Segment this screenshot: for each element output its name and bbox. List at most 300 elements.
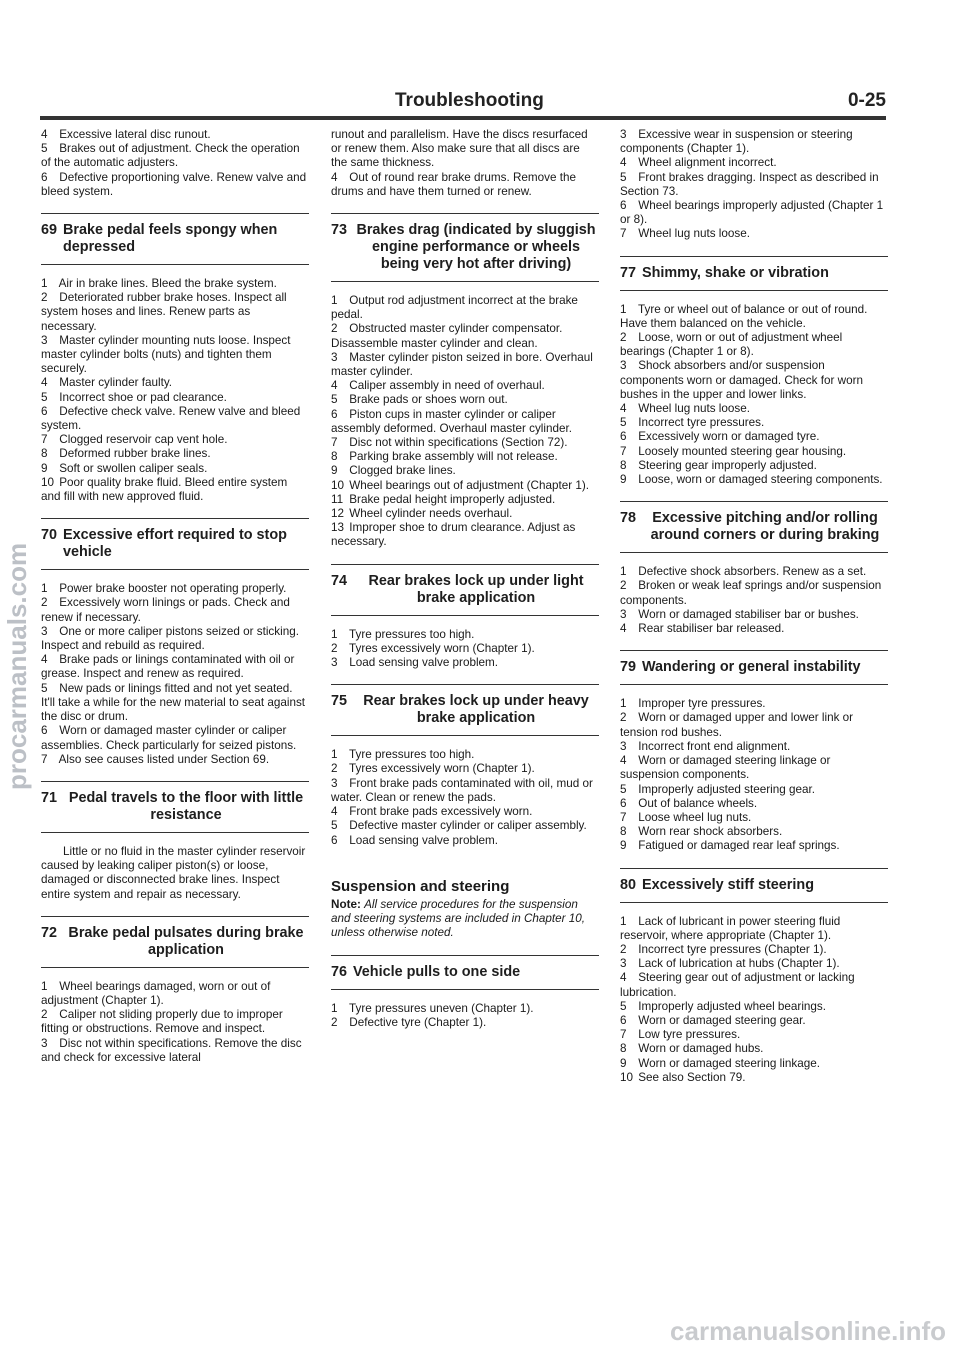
list-item <box>331 521 599 549</box>
item-text: Defective master cylinder or caliper assembly. <box>349 819 587 833</box>
item-number: 1 <box>620 565 627 579</box>
item-text: Disc not within specifications (Section 72). <box>349 436 568 450</box>
item-text: Load sensing valve problem. <box>349 656 499 670</box>
list-item <box>41 980 309 1008</box>
item-text: Brake pads or linings contaminated with oil or grease. Inspect and renew as required. <box>41 653 295 681</box>
intro-list <box>41 128 309 199</box>
item-number: 3 <box>620 607 627 621</box>
item-number: 4 <box>331 805 338 819</box>
page-header <box>40 88 886 118</box>
item-text: Defective proportioning valve. Renew valve and bleed system. <box>41 170 307 198</box>
item-text: Worn or damaged steering gear. <box>638 1013 806 1027</box>
item-number: 8 <box>331 450 338 464</box>
item-number: 2 <box>620 579 627 593</box>
item-text: Worn or damaged steering linkage or suspension components. <box>620 754 831 782</box>
item-text: Soft or swollen caliper seals. <box>59 461 208 475</box>
item-text: Tyre pressures uneven (Chapter 1). <box>349 1001 534 1015</box>
item-text: New pads or linings fitted and not yet seated. It'll take a while for the new material to seat against the disc or drum. <box>41 681 306 724</box>
item-number: 4 <box>620 971 627 985</box>
item-text: Loose, worn or damaged steering components. <box>638 473 883 487</box>
list-item <box>41 128 309 142</box>
section-title: Pedal travels to the floor with little resistance <box>68 789 304 823</box>
item-number: 4 <box>331 170 338 184</box>
section-72-heading <box>41 916 309 968</box>
list-item <box>620 128 888 156</box>
section-76-list <box>331 1002 599 1030</box>
section-title: Wandering or general instability <box>642 659 861 676</box>
item-text: Improperly adjusted steering gear. <box>638 782 815 796</box>
item-text: Wheel bearings improperly adjusted (Chapter 1 or 8). <box>620 199 884 227</box>
watermark-bottom: carmanualsonline.info <box>670 1316 946 1346</box>
item-text: Also see causes listed under Section 69. <box>58 752 270 766</box>
item-number: 10 <box>331 478 345 492</box>
item-number: 3 <box>620 957 627 971</box>
note-text: All service procedures for the suspension and steering systems are included in Chapter 10, unless otherwise noted. <box>331 897 586 940</box>
item-number: 1 <box>331 1001 338 1015</box>
list-item <box>41 625 309 653</box>
list-item <box>41 171 309 199</box>
item-number: 3 <box>41 624 48 638</box>
item-text: Front brakes dragging. Inspect as described in Section 73. <box>620 170 879 198</box>
list-item <box>620 811 888 825</box>
item-text: Incorrect front end alignment. <box>638 739 791 753</box>
item-number: 7 <box>331 436 338 450</box>
list-item <box>331 322 599 350</box>
item-text: Master cylinder faulty. <box>59 376 173 390</box>
item-number: 2 <box>41 1008 48 1022</box>
item-number: 2 <box>331 322 338 336</box>
item-text: Lack of lubricant in power steering fluid reservoir, where appropriate (Chapter 1). <box>620 914 841 942</box>
item-number: 1 <box>620 697 627 711</box>
page-number: 0-25 <box>847 90 886 111</box>
section-72-list <box>41 980 309 1065</box>
item-number: 11 <box>331 492 344 506</box>
item-text: Worn rear shock absorbers. <box>638 825 783 839</box>
list-item <box>620 943 888 957</box>
item-text: Low tyre pressures. <box>638 1028 741 1042</box>
header-rule <box>40 116 886 120</box>
list-item <box>331 479 599 493</box>
list-item <box>41 291 309 334</box>
section-80-list <box>620 915 888 1085</box>
item-text: Improper tyre pressures. <box>638 697 766 711</box>
list-item <box>41 433 309 447</box>
item-number: 3 <box>620 739 627 753</box>
section-80-heading <box>620 868 888 903</box>
section-74-list <box>331 628 599 671</box>
item-text: Lack of lubrication at hubs (Chapter 1). <box>638 957 840 971</box>
continued-item <box>331 171 599 199</box>
item-number: 5 <box>331 819 338 833</box>
item-text: Out of balance wheels. <box>638 796 758 810</box>
list-item <box>620 1071 888 1085</box>
list-item <box>620 608 888 622</box>
item-text: Excessive lateral disc runout. <box>59 128 211 141</box>
item-text: Wheel bearings damaged, worn or out of adjustment (Chapter 1). <box>41 979 271 1007</box>
item-number: 6 <box>41 170 48 184</box>
item-text: Excessive wear in suspension or steering components (Chapter 1). <box>620 128 853 156</box>
item-text: Loosely mounted steering gear housing. <box>638 444 847 458</box>
section-title: Excessive pitching and/or rolling around corners or during braking <box>650 510 880 544</box>
section-number: 73 <box>331 222 348 239</box>
list-item <box>41 142 309 170</box>
list-item <box>620 445 888 459</box>
list-item <box>620 579 888 607</box>
list-item <box>41 753 309 767</box>
section-title: Brakes drag (indicated by sluggish engine performance or wheels being very hot after driving) <box>356 222 596 273</box>
list-item <box>620 359 888 402</box>
intro-list <box>620 128 888 242</box>
item-text: Tyres excessively worn (Chapter 1). <box>349 641 535 655</box>
item-text: Incorrect shoe or pad clearance. <box>59 390 227 404</box>
item-text: Tyre or wheel out of balance or out of round. Have them balanced on the vehicle. <box>620 302 868 330</box>
item-number: 7 <box>41 752 48 766</box>
item-number: 3 <box>41 1036 48 1050</box>
list-item <box>331 656 599 670</box>
section-71-heading <box>41 781 309 833</box>
list-item <box>41 391 309 405</box>
item-text: Brake pedal height improperly adjusted. <box>349 492 556 506</box>
list-item <box>41 1008 309 1036</box>
list-item <box>41 462 309 476</box>
section-title: Excessive effort required to stop vehicle <box>63 527 287 561</box>
item-number: 1 <box>620 302 627 316</box>
item-text: Shock absorbers and/or suspension components worn or damaged. Check for worn bushes in the upper and lower links. <box>620 359 863 401</box>
item-number: 8 <box>41 447 48 461</box>
section-title: Shimmy, shake or vibration <box>642 264 829 281</box>
item-text: Tyres excessively worn (Chapter 1). <box>349 762 535 776</box>
list-item <box>331 1002 599 1016</box>
list-item <box>41 447 309 461</box>
list-item <box>331 762 599 776</box>
item-text: Wheel cylinder needs overhaul. <box>349 507 513 521</box>
list-item <box>620 711 888 739</box>
list-item <box>331 628 599 642</box>
item-text: One or more caliper pistons seized or sticking. Inspect and rebuild as required. <box>41 624 299 653</box>
list-item <box>41 682 309 725</box>
section-73-list <box>331 294 599 550</box>
list-item <box>620 839 888 853</box>
list-item <box>620 402 888 416</box>
list-item <box>331 805 599 819</box>
item-number: 5 <box>41 681 48 695</box>
list-item <box>620 171 888 199</box>
item-number: 3 <box>331 350 338 364</box>
section-number: 71 <box>41 789 58 806</box>
column-3 <box>620 128 888 1085</box>
list-item <box>620 156 888 170</box>
item-text: Out of round rear brake drums. Remove the drums and have them turned or renew. <box>331 170 576 198</box>
item-number: 10 <box>41 475 55 489</box>
item-number: 6 <box>620 1013 627 1027</box>
item-text: Wheel bearings out of adjustment (Chapter 1). <box>349 478 589 492</box>
item-number: 2 <box>620 711 627 725</box>
item-text: Worn or damaged master cylinder or caliper assemblies. Check particularly for seized pistons. <box>41 724 297 752</box>
item-text: Front brake pads excessively worn. <box>349 805 533 819</box>
continued-text: runout and parallelism. Have the discs resurfaced or renew them. Also make sure that all discs are the same thickness. <box>331 128 588 170</box>
item-number: 6 <box>331 407 338 421</box>
item-text: Output rod adjustment incorrect at the brake pedal. <box>331 294 578 322</box>
item-number: 9 <box>620 1056 627 1070</box>
item-text: Poor quality brake fluid. Bleed entire system and fill with new approved fluid. <box>41 475 288 504</box>
item-text: Disc not within specifications. Remove the disc and check for excessive lateral <box>41 1036 302 1064</box>
item-text: Piston cups in master cylinder or caliper assembly deformed. Overhaul master cylinder. <box>331 407 572 435</box>
item-text: Broken or weak leaf springs and/or suspension components. <box>620 579 882 607</box>
item-number: 1 <box>331 748 338 762</box>
item-text: Improper shoe to drum clearance. Adjust as necessary. <box>331 521 576 549</box>
section-number: 70 <box>41 527 58 544</box>
section-69-heading <box>41 213 309 265</box>
item-number: 9 <box>41 461 48 475</box>
item-number: 4 <box>620 156 627 170</box>
section-title: Rear brakes lock up under heavy brake application <box>363 693 589 727</box>
list-item <box>331 294 599 322</box>
section-70-list <box>41 582 309 767</box>
list-item <box>620 825 888 839</box>
item-text: Fatigued or damaged rear leaf springs. <box>638 839 840 853</box>
item-number: 3 <box>331 776 338 790</box>
list-item <box>620 1042 888 1056</box>
section-76-heading <box>331 955 599 990</box>
item-number: 7 <box>620 1028 627 1042</box>
item-text: Obstructed master cylinder compensator. Disassemble master cylinder and clean. <box>331 322 563 350</box>
list-item <box>620 303 888 331</box>
list-item <box>620 227 888 241</box>
item-text: Parking brake assembly will not release. <box>349 450 558 464</box>
item-number: 3 <box>620 359 627 373</box>
list-item <box>331 777 599 805</box>
item-number: 4 <box>41 376 48 390</box>
item-text: Defective check valve. Renew valve and bleed system. <box>41 404 301 433</box>
list-item <box>41 376 309 390</box>
item-text: Loose, worn or out of adjustment wheel bearings (Chapter 1 or 8). <box>620 331 843 359</box>
list-item <box>331 507 599 521</box>
item-text: Air in brake lines. Bleed the brake system. <box>58 277 277 291</box>
section-79-list <box>620 697 888 853</box>
list-item <box>41 277 309 291</box>
item-number: 9 <box>620 839 627 853</box>
section-number: 79 <box>620 659 637 676</box>
item-number: 7 <box>620 810 627 824</box>
item-number: 8 <box>620 458 627 472</box>
list-item <box>620 430 888 444</box>
column-2 <box>331 128 599 1030</box>
list-item <box>41 1037 309 1065</box>
list-item <box>620 459 888 473</box>
item-number: 2 <box>620 331 627 345</box>
list-item <box>620 1057 888 1071</box>
item-number: 2 <box>41 596 48 610</box>
item-number: 4 <box>620 402 627 416</box>
section-number: 72 <box>41 924 58 941</box>
section-number: 74 <box>331 572 348 589</box>
item-text: See also Section 79. <box>638 1070 746 1084</box>
section-77-heading <box>620 256 888 291</box>
list-item <box>331 393 599 407</box>
item-number: 4 <box>41 128 48 141</box>
item-number: 6 <box>620 199 627 213</box>
page-title: Troubleshooting <box>395 90 544 111</box>
item-number: 7 <box>41 433 48 447</box>
item-number: 10 <box>620 1070 634 1084</box>
section-70-heading <box>41 518 309 570</box>
item-number: 5 <box>41 142 48 156</box>
item-text: Incorrect tyre pressures. <box>638 416 765 430</box>
item-text: Worn or damaged stabiliser bar or bushes. <box>638 607 859 621</box>
list-item <box>620 565 888 579</box>
item-text: Worn or damaged hubs. <box>638 1042 764 1056</box>
section-number: 78 <box>620 510 637 527</box>
list-item <box>331 642 599 656</box>
section-78-heading <box>620 501 888 553</box>
section-number: 69 <box>41 222 58 239</box>
item-number: 4 <box>331 379 338 393</box>
item-text: Load sensing valve problem. <box>349 833 499 847</box>
item-number: 5 <box>620 170 627 184</box>
list-item <box>331 379 599 393</box>
list-item <box>620 1014 888 1028</box>
item-number: 1 <box>41 979 48 993</box>
suspension-steering-heading: Suspension and steering <box>331 877 510 895</box>
item-number: 1 <box>331 627 338 641</box>
list-item <box>620 1000 888 1014</box>
item-text: Wheel alignment incorrect. <box>638 156 777 170</box>
item-text: Deteriorated rubber brake hoses. Inspect all system hoses and lines. Renew parts as necessary. <box>41 291 287 333</box>
list-item <box>620 473 888 487</box>
item-number: 6 <box>41 404 48 418</box>
section-77-list <box>620 303 888 488</box>
list-item <box>620 199 888 227</box>
item-text: Tyre pressures too high. <box>349 627 475 641</box>
item-text: Tyre pressures too high. <box>349 748 475 762</box>
section-69-list <box>41 277 309 504</box>
item-number: 6 <box>41 724 48 738</box>
list-item <box>41 334 309 377</box>
list-item <box>331 493 599 507</box>
item-text: Steering gear improperly adjusted. <box>638 458 817 472</box>
item-text: Master cylinder piston seized in bore. Overhaul master cylinder. <box>331 350 593 379</box>
list-item <box>620 697 888 711</box>
item-number: 2 <box>331 1015 338 1029</box>
list-item <box>41 724 309 752</box>
item-number: 13 <box>331 521 345 535</box>
item-text: Caliper assembly in need of overhaul. <box>349 379 545 393</box>
item-text: Excessively worn linings or pads. Check and renew if necessary. <box>41 596 290 624</box>
item-text: Incorrect tyre pressures (Chapter 1). <box>638 942 827 956</box>
item-number: 8 <box>620 1042 627 1056</box>
list-item <box>331 408 599 436</box>
section-title: Brake pedal pulsates during brake application <box>68 924 304 958</box>
list-item <box>620 331 888 359</box>
watermark-left: procarmanuals.com <box>2 542 32 790</box>
item-number: 9 <box>620 473 627 487</box>
list-item <box>41 653 309 681</box>
item-text: Power brake booster not operating properly. <box>59 582 287 596</box>
item-text: Caliper not sliding properly due to improper fitting or obstructions. Remove and inspect. <box>41 1008 283 1036</box>
list-item <box>620 783 888 797</box>
section-number: 76 <box>331 963 348 980</box>
item-text: Clogged reservoir cap vent hole. <box>59 433 228 447</box>
list-item <box>331 464 599 478</box>
item-number: 7 <box>620 227 627 241</box>
item-number: 2 <box>41 291 48 305</box>
list-item <box>620 754 888 782</box>
item-number: 3 <box>620 128 627 141</box>
section-78-list <box>620 565 888 636</box>
item-text: Brake pads or shoes worn out. <box>349 393 508 407</box>
note-label: Note: <box>331 897 361 911</box>
item-text: Defective tyre (Chapter 1). <box>349 1015 487 1029</box>
item-text: Brakes out of adjustment. Check the operation of the automatic adjusters. <box>41 142 300 170</box>
list-item <box>620 797 888 811</box>
column-1 <box>41 128 309 1065</box>
list-item <box>331 1016 599 1030</box>
item-number: 6 <box>620 796 627 810</box>
list-item <box>620 957 888 971</box>
item-text: Deformed rubber brake lines. <box>59 447 211 461</box>
item-number: 1 <box>41 277 48 291</box>
item-text: Improperly adjusted wheel bearings. <box>638 999 827 1013</box>
item-number: 1 <box>620 914 627 928</box>
section-number: 77 <box>620 264 637 281</box>
item-text: Wheel lug nuts loose. <box>638 227 750 241</box>
list-item <box>331 450 599 464</box>
item-number: 2 <box>331 641 338 655</box>
note-paragraph <box>331 898 599 941</box>
item-number: 7 <box>620 444 627 458</box>
list-item <box>331 834 599 848</box>
item-number: 5 <box>41 390 48 404</box>
item-text: Clogged brake lines. <box>349 464 456 478</box>
list-item <box>41 405 309 433</box>
list-item <box>331 436 599 450</box>
item-number: 4 <box>620 622 627 636</box>
section-title: Brake pedal feels spongy when depressed <box>63 222 278 256</box>
list-item <box>41 476 309 504</box>
section-79-heading <box>620 650 888 685</box>
list-item <box>331 351 599 379</box>
list-item <box>331 171 599 199</box>
list-item <box>620 915 888 943</box>
section-73-heading <box>331 213 599 282</box>
list-item <box>331 748 599 762</box>
item-number: 6 <box>331 833 338 847</box>
list-item <box>620 622 888 636</box>
item-number: 2 <box>331 762 338 776</box>
item-number: 6 <box>620 430 627 444</box>
item-number: 2 <box>620 942 627 956</box>
item-number: 1 <box>331 294 338 308</box>
section-75-list <box>331 748 599 847</box>
section-title: Rear brakes lock up under light brake application <box>368 572 584 606</box>
item-number: 3 <box>41 333 48 347</box>
list-item <box>41 582 309 596</box>
item-text: Master cylinder mounting nuts loose. Inspect master cylinder bolts (nuts) and tighten them securely. <box>41 333 291 376</box>
section-74-heading <box>331 564 599 616</box>
section-number: 75 <box>331 693 348 710</box>
list-item <box>331 819 599 833</box>
item-number: 4 <box>41 653 48 667</box>
item-text: Steering gear out of adjustment or lacking lubrication. <box>620 971 855 999</box>
item-text: Worn or damaged steering linkage. <box>638 1056 820 1070</box>
item-text: Excessively worn or damaged tyre. <box>638 430 820 444</box>
item-number: 3 <box>331 656 338 670</box>
list-item <box>620 971 888 999</box>
item-text: Wheel lug nuts loose. <box>638 402 750 416</box>
item-number: 12 <box>331 507 345 521</box>
list-item <box>620 1028 888 1042</box>
item-number: 8 <box>620 825 627 839</box>
